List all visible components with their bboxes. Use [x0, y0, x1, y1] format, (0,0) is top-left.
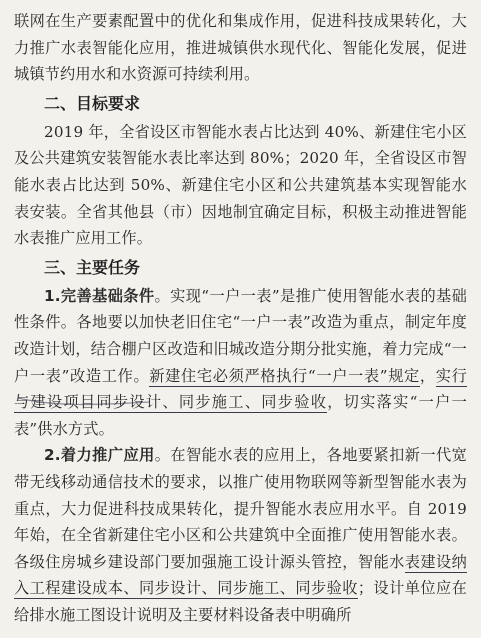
paragraph-task-1 — [14, 283, 467, 443]
task-2-underlined-cost: 表建设纳入工程建设成本、同步设计、同步施工、同步验收 — [14, 552, 467, 598]
paragraph-intro-continuation: 联网在生产要素配置中的优化和集成作用，促进科技成果转化，大力推广水表智能化应用，推进城镇供水现代化、智能化发展，促进城镇节约用水和水资源可持续利用。 — [14, 12, 467, 84]
task-1-title: 1.完善基础条件 — [44, 286, 155, 305]
task-2-text-b: ；设计单位应在给排水施工图设计说明及主要材料设备表中明确所 — [14, 579, 467, 624]
section-heading-tasks: 三、主要任务 — [44, 257, 141, 277]
task-2-title: 2.着力推广应用 — [44, 446, 155, 465]
task-1-text-c: ，切实落实“一户一表”供水方式。 — [14, 393, 467, 438]
task-1-text-b: ， — [419, 366, 436, 385]
section-heading-goals: 二、目标要求 — [44, 93, 141, 113]
paragraph-goals: 2019 年，全省设区市智能水表占比达到 40%、新建住宅小区及公共建筑安装智能水表比率达到 80%；2020 年，全省设区市智能水表占比达到 50%、新建住宅小区和公共建筑基本实现智能水表安装。全省其他县（市）因地制宜确定目标，积极主动推进智能水表推广应用工作。 — [14, 122, 467, 248]
paragraph-task-2 — [14, 442, 467, 628]
task-2-text-a: 。在智能水表的应用上，各地要紧扣新一代宽带无线移动通信技术的要求，以推广使用物联网等新型智能水表为重点，大力促进科技成果转化，提升智能水表应用水平。自 2019 年始，在全省新建住宅小区和公共建筑中全面推广使用智能水表。各级住房城乡建设部门要加强施工设计源头管控，智能水 — [14, 446, 467, 571]
task-1-text-a: 。实现“一户一表”是推广使用智能水表的基础性条件。各地要以加快老旧住宅“一户一表”改造为重点，制定年度改造计划，结合棚户区改造和旧城改造分期分批实施，着力完成“一户一表”改造工作。 — [14, 286, 467, 385]
task-1-underlined-synchronous: 实行与建设项目同步设计、同步施工、同步验收 — [14, 366, 467, 412]
task-1-underlined-requirement: 新建住宅必须严格执行“一户一表”规定 — [149, 366, 420, 385]
